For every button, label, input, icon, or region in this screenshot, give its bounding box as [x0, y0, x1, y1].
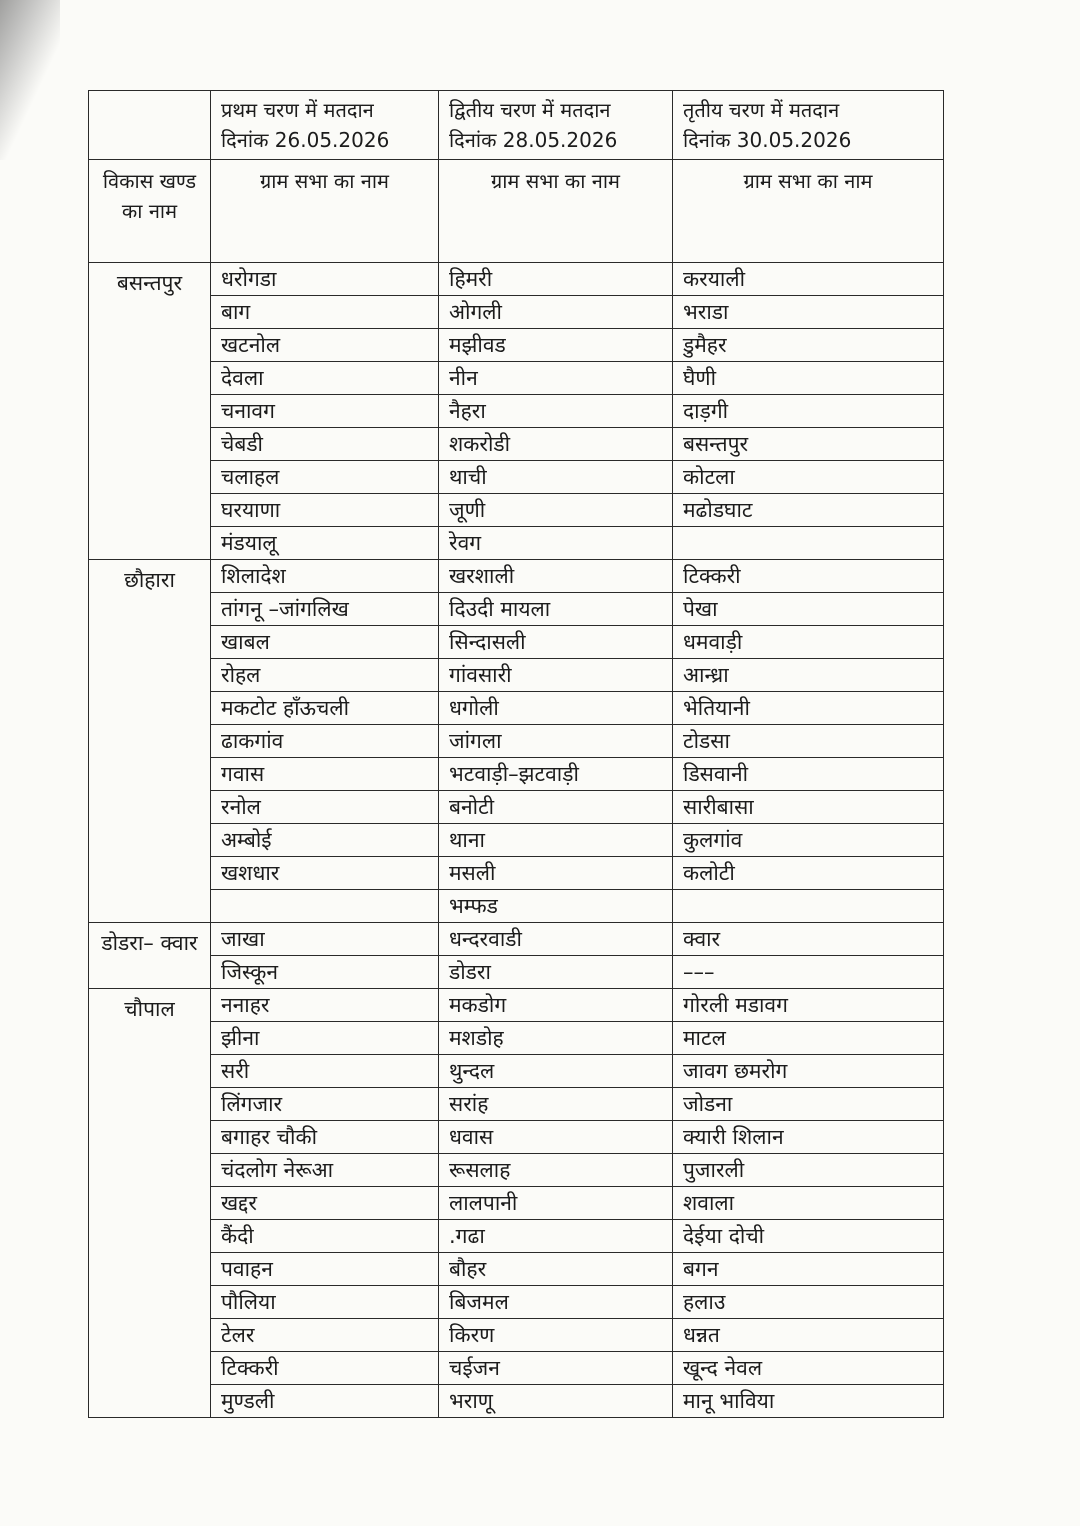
gram-sabha-cell-phase-1: खशधार [211, 857, 439, 890]
table-row [89, 989, 944, 1022]
block-name-cell: डोडरा– क्वार [89, 923, 211, 989]
gram-sabha-cell-phase-2: बौहर [439, 1253, 673, 1286]
gram-sabha-cell-phase-1: खटनोल [211, 329, 439, 362]
gram-sabha-cell-phase-3: खून्द नेवल [673, 1352, 944, 1385]
gram-sabha-cell-phase-3 [673, 890, 944, 923]
table-row [89, 329, 944, 362]
table-row [89, 659, 944, 692]
gram-sabha-cell-phase-2: रूसलाह [439, 1154, 673, 1187]
gram-sabha-cell-phase-1: अम्बोई [211, 824, 439, 857]
gram-sabha-cell-phase-3: माटल [673, 1022, 944, 1055]
corner-cell [89, 91, 211, 160]
gram-sabha-cell-phase-3: कोटला [673, 461, 944, 494]
gram-sabha-cell-phase-2: बिजमल [439, 1286, 673, 1319]
gram-sabha-cell-phase-1: मुण्डली [211, 1385, 439, 1418]
gram-sabha-cell-phase-2: लालपानी [439, 1187, 673, 1220]
phase-3-title: तृतीय चरण में मतदान [683, 98, 840, 122]
block-column-header: विकास खण्ड का नाम [89, 160, 211, 263]
gram-sabha-cell-phase-1: बगाहर चौकी [211, 1121, 439, 1154]
gram-sabha-cell-phase-1: जाखा [211, 923, 439, 956]
gram-sabha-cell-phase-1: जिस्कून [211, 956, 439, 989]
gram-sabha-cell-phase-1: खद्दर [211, 1187, 439, 1220]
gram-sabha-cell-phase-3: दाड़गी [673, 395, 944, 428]
gram-sabha-cell-phase-1: रोहल [211, 659, 439, 692]
table-row [89, 758, 944, 791]
gram-sabha-cell-phase-1: खाबल [211, 626, 439, 659]
gram-sabha-cell-phase-3: आन्ध्रा [673, 659, 944, 692]
gram-sabha-cell-phase-2: धगोली [439, 692, 673, 725]
gram-sabha-cell-phase-1: लिंगजार [211, 1088, 439, 1121]
gram-sabha-cell-phase-2: धन्दरवाडी [439, 923, 673, 956]
election-schedule-table [88, 90, 944, 1418]
gram-sabha-cell-phase-1: शिलादेश [211, 560, 439, 593]
table-row [89, 1187, 944, 1220]
table-row [89, 593, 944, 626]
gram-sabha-cell-phase-2: हिमरी [439, 263, 673, 296]
gram-sabha-cell-phase-1: बाग [211, 296, 439, 329]
gram-sabha-cell-phase-1: मंडयालू [211, 527, 439, 560]
table-row [89, 824, 944, 857]
gram-sabha-cell-phase-1: तांगनू –जांगलिख [211, 593, 439, 626]
table-row [89, 263, 944, 296]
gram-sabha-cell-phase-3: ––– [673, 956, 944, 989]
gram-sabha-cell-phase-3: भराडा [673, 296, 944, 329]
table-row [89, 956, 944, 989]
gram-sabha-cell-phase-3: करयाली [673, 263, 944, 296]
gram-sabha-cell-phase-3: कुलगांव [673, 824, 944, 857]
gram-sabha-cell-phase-3: डुमैहर [673, 329, 944, 362]
phase-2-date: दिनांक 28.05.2026 [449, 128, 618, 152]
table-row [89, 1022, 944, 1055]
gram-sabha-cell-phase-3: धन्नत [673, 1319, 944, 1352]
gram-sabha-cell-phase-2: डोडरा [439, 956, 673, 989]
gram-sabha-cell-phase-1: चंदलोग नेरूआ [211, 1154, 439, 1187]
table-row [89, 1088, 944, 1121]
gram-sabha-cell-phase-1: ढाकगांव [211, 725, 439, 758]
gram-sabha-cell-phase-3: टिक्करी [673, 560, 944, 593]
gram-sabha-cell-phase-2: बनोटी [439, 791, 673, 824]
gram-sabha-cell-phase-2: मकडोग [439, 989, 673, 1022]
gram-sabha-cell-phase-2: नैहरा [439, 395, 673, 428]
gram-sabha-cell-phase-1: टिक्करी [211, 1352, 439, 1385]
gram-sabha-cell-phase-3: जावग छमरोग [673, 1055, 944, 1088]
gram-sabha-cell-phase-2: रेवग [439, 527, 673, 560]
table-row [89, 1319, 944, 1352]
gram-sabha-cell-phase-2: मशडोह [439, 1022, 673, 1055]
gram-sabha-cell-phase-1: रनोल [211, 791, 439, 824]
gram-sabha-cell-phase-3: सारीबासा [673, 791, 944, 824]
column-header-row [89, 160, 944, 263]
gram-sabha-header-3: ग्राम सभा का नाम [673, 160, 944, 263]
phase-1-date: दिनांक 26.05.2026 [221, 128, 390, 152]
gram-sabha-cell-phase-2: थाना [439, 824, 673, 857]
gram-sabha-cell-phase-2: .गढा [439, 1220, 673, 1253]
phase-2-header [439, 91, 673, 160]
gram-sabha-cell-phase-3: पुजारली [673, 1154, 944, 1187]
gram-sabha-cell-phase-3: भेतियानी [673, 692, 944, 725]
gram-sabha-header-1: ग्राम सभा का नाम [211, 160, 439, 263]
gram-sabha-cell-phase-2: किरण [439, 1319, 673, 1352]
block-name-cell: चौपाल [89, 989, 211, 1418]
gram-sabha-cell-phase-2: शकरोडी [439, 428, 673, 461]
gram-sabha-cell-phase-2: खरशाली [439, 560, 673, 593]
gram-sabha-cell-phase-1: ननाहर [211, 989, 439, 1022]
table-row [89, 1352, 944, 1385]
gram-sabha-cell-phase-1: पवाहन [211, 1253, 439, 1286]
phase-1-title: प्रथम चरण में मतदान [221, 98, 374, 122]
gram-sabha-cell-phase-1: टेलर [211, 1319, 439, 1352]
table-row [89, 1220, 944, 1253]
table-row [89, 527, 944, 560]
gram-sabha-cell-phase-3: मढोडघाट [673, 494, 944, 527]
gram-sabha-cell-phase-3: देईया दोची [673, 1220, 944, 1253]
gram-sabha-cell-phase-2: चईजन [439, 1352, 673, 1385]
gram-sabha-cell-phase-3 [673, 527, 944, 560]
table-row [89, 560, 944, 593]
gram-sabha-cell-phase-2: जूणी [439, 494, 673, 527]
gram-sabha-cell-phase-2: भटवाड़ी–झटवाड़ी [439, 758, 673, 791]
gram-sabha-cell-phase-3: पेखा [673, 593, 944, 626]
phase-3-date: दिनांक 30.05.2026 [683, 128, 852, 152]
gram-sabha-cell-phase-3: बगन [673, 1253, 944, 1286]
gram-sabha-cell-phase-1: चलाहल [211, 461, 439, 494]
table-row [89, 494, 944, 527]
gram-sabha-cell-phase-2: ओगली [439, 296, 673, 329]
gram-sabha-cell-phase-3: शवाला [673, 1187, 944, 1220]
gram-sabha-cell-phase-3: धमवाड़ी [673, 626, 944, 659]
table-row [89, 890, 944, 923]
gram-sabha-cell-phase-1: देवला [211, 362, 439, 395]
table-row [89, 857, 944, 890]
table-row [89, 428, 944, 461]
table-row [89, 725, 944, 758]
table-row [89, 1055, 944, 1088]
gram-sabha-cell-phase-2: सरांह [439, 1088, 673, 1121]
table-row [89, 296, 944, 329]
gram-sabha-cell-phase-3: मानू भाविया [673, 1385, 944, 1418]
page-corner-shadow [0, 0, 60, 160]
table-row [89, 461, 944, 494]
gram-sabha-cell-phase-2: थुन्दल [439, 1055, 673, 1088]
phase-1-header [211, 91, 439, 160]
gram-sabha-cell-phase-2: गांवसारी [439, 659, 673, 692]
gram-sabha-cell-phase-1: घरयाणा [211, 494, 439, 527]
gram-sabha-cell-phase-2: सिन्दासली [439, 626, 673, 659]
table-row [89, 1253, 944, 1286]
gram-sabha-cell-phase-1: सरी [211, 1055, 439, 1088]
gram-sabha-cell-phase-3: कलोटी [673, 857, 944, 890]
gram-sabha-cell-phase-1 [211, 890, 439, 923]
gram-sabha-cell-phase-1: मकटोट हाँऊचली [211, 692, 439, 725]
gram-sabha-header-2: ग्राम सभा का नाम [439, 160, 673, 263]
table-row [89, 791, 944, 824]
table-row [89, 1121, 944, 1154]
phase-2-title: द्वितीय चरण में मतदान [449, 98, 611, 122]
gram-sabha-cell-phase-1: कैंदी [211, 1220, 439, 1253]
table-row [89, 395, 944, 428]
gram-sabha-cell-phase-3: हलाउ [673, 1286, 944, 1319]
gram-sabha-cell-phase-3: घैणी [673, 362, 944, 395]
table-row [89, 1385, 944, 1418]
gram-sabha-cell-phase-1: धरोगडा [211, 263, 439, 296]
gram-sabha-cell-phase-1: चनावग [211, 395, 439, 428]
gram-sabha-cell-phase-2: नीन [439, 362, 673, 395]
block-name-cell: छौहारा [89, 560, 211, 923]
gram-sabha-cell-phase-3: टोडसा [673, 725, 944, 758]
table-row [89, 362, 944, 395]
gram-sabha-cell-phase-2: थाची [439, 461, 673, 494]
table-row [89, 626, 944, 659]
phase-header-row [89, 91, 944, 160]
gram-sabha-cell-phase-3: जोडना [673, 1088, 944, 1121]
gram-sabha-cell-phase-2: मझीवड [439, 329, 673, 362]
gram-sabha-cell-phase-1: चेबडी [211, 428, 439, 461]
gram-sabha-cell-phase-3: बसन्तपुर [673, 428, 944, 461]
gram-sabha-cell-phase-3: क्यारी शिलान [673, 1121, 944, 1154]
gram-sabha-cell-phase-1: पौलिया [211, 1286, 439, 1319]
gram-sabha-cell-phase-3: डिसवानी [673, 758, 944, 791]
gram-sabha-cell-phase-3: क्वार [673, 923, 944, 956]
gram-sabha-cell-phase-2: भम्फड [439, 890, 673, 923]
gram-sabha-cell-phase-2: जांगला [439, 725, 673, 758]
table-row [89, 692, 944, 725]
table-row [89, 923, 944, 956]
gram-sabha-cell-phase-2: धवास [439, 1121, 673, 1154]
phase-3-header [673, 91, 944, 160]
block-name-cell: बसन्तपुर [89, 263, 211, 560]
table-row [89, 1286, 944, 1319]
gram-sabha-cell-phase-3: गोरली मडावग [673, 989, 944, 1022]
table-row [89, 1154, 944, 1187]
gram-sabha-cell-phase-2: दिउदी मायला [439, 593, 673, 626]
gram-sabha-cell-phase-1: गवास [211, 758, 439, 791]
gram-sabha-cell-phase-2: भराणू [439, 1385, 673, 1418]
gram-sabha-cell-phase-1: झीना [211, 1022, 439, 1055]
gram-sabha-cell-phase-2: मसली [439, 857, 673, 890]
